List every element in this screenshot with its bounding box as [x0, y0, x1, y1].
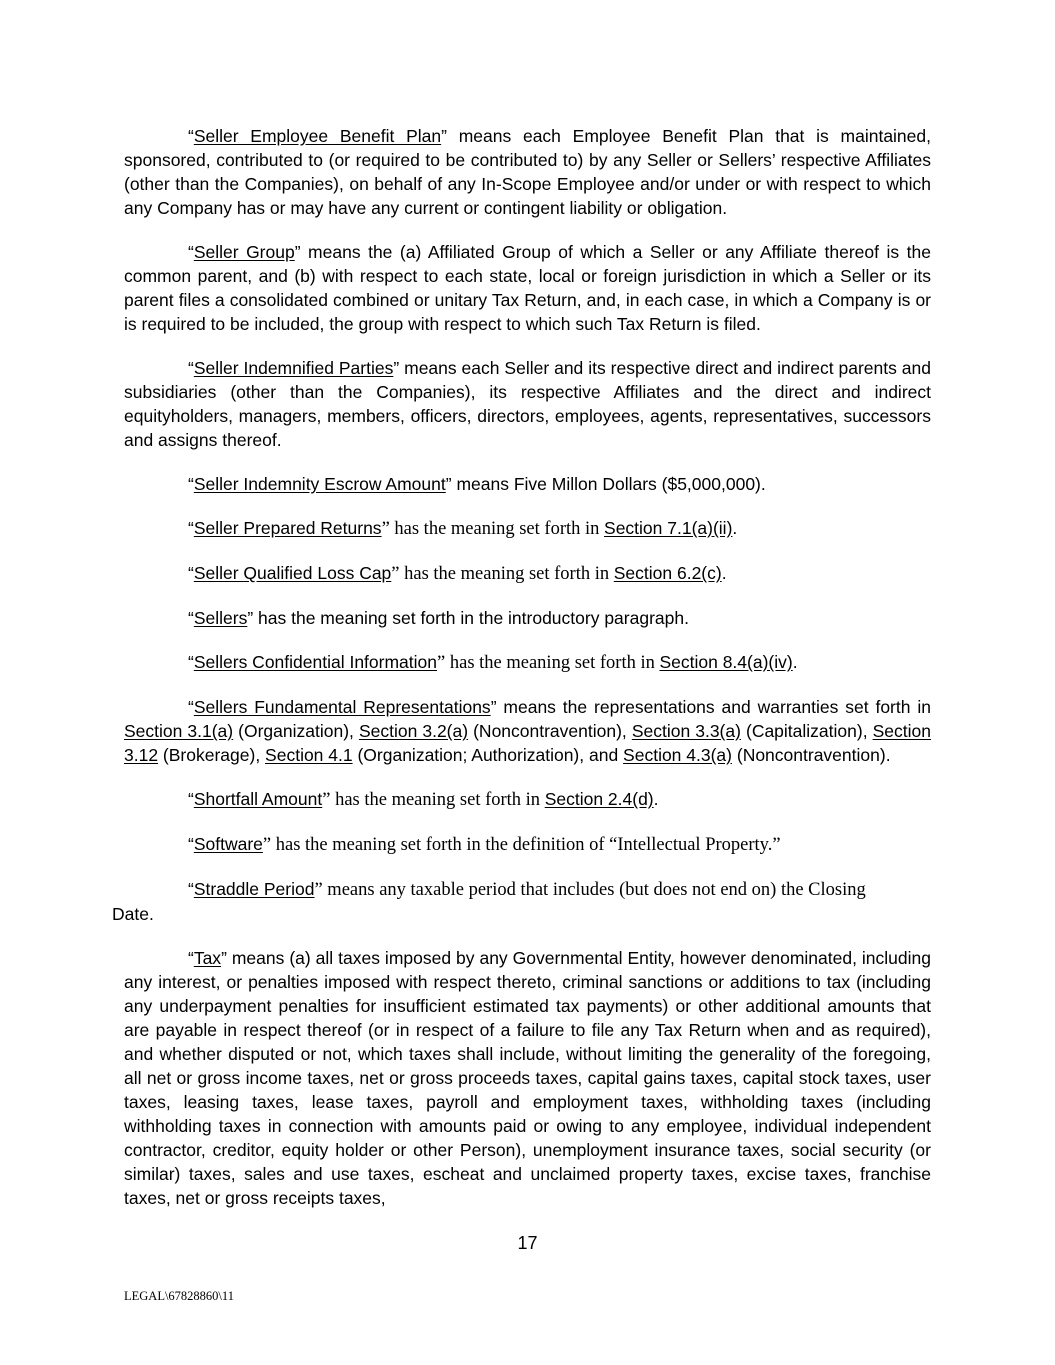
definitions-section: [112, 124, 931, 1230]
section-reference: Section 2.4(d): [544, 789, 654, 809]
definition-text: ” has the meaning set forth in: [391, 564, 614, 584]
definition-text: ” has the meaning set forth in: [437, 653, 660, 673]
definition-straddle-period: “Straddle Period” means any taxable period that includes (but does not end on) the Closing Date.: [112, 879, 866, 924]
document-footer-id: LEGAL\67828860\11: [124, 1289, 234, 1303]
defined-term: Sellers Fundamental Representations: [193, 697, 491, 717]
definition-end: .: [732, 518, 738, 538]
definition-text: ” means each Seller and its respective direct and indirect parents and subsidiaries (other than the Companies), its respective Affiliates and the direct and indirect equityholders, managers, members, officers, directors, employees, agents, representatives, successors and assigns thereof.: [124, 358, 931, 450]
definition-seller-group: “Seller Group” means the (a) Affiliated Group of which a Seller or any Affiliate thereof is the common parent, and (b) with respect to each state, local or foreign jurisdiction in which a Seller or its parent files a consolidated combined or unitary Tax Return, and, in each case, in which a Company is or is required to be included, the group with respect to which such Tax Return is filed.: [124, 242, 931, 334]
defined-term: Seller Indemnity Escrow Amount: [193, 474, 446, 494]
definition-seller-indemnified-parties: “Seller Indemnified Parties” means each Seller and its respective direct and indirect parents and subsidiaries (other than the Companies), its respective Affiliates and the direct and indirect equityholders, managers, members, officers, directors, employees, agents, representatives, successors and assigns thereof.: [124, 358, 931, 450]
definition-seller-employee-benefit-plan: “Seller Employee Benefit Plan” means each Employee Benefit Plan that is maintained, sponsored, contributed to (or required to be contributed to) by any Seller or Sellers’ respective Affiliates (other than the Companies), on behalf of any In-Scope Employee and/or under or with respect to which any Company has or may have any current or contingent liability or obligation.: [124, 126, 931, 218]
definition-software: “Software” has the meaning set forth in the definition of “Intellectual Property.”: [188, 834, 781, 855]
definition-text: ” has the meaning set forth in: [322, 790, 545, 810]
defined-term: Sellers Confidential Information: [193, 652, 438, 672]
definition-text: ” has the meaning set forth in the introductory paragraph.: [247, 608, 689, 628]
definition-shortfall-amount: “Shortfall Amount” has the meaning set forth in Section 2.4(d).: [188, 789, 659, 810]
definition-text: ” means the (a) Affiliated Group of which a Seller or any Affiliate thereof is the common parent, and (b) with respect to each state, local or foreign jurisdiction in which a Seller or its parent files a consolidated combined or unitary Tax Return, and, in each case, in which a Company is or is required to be included, the group with respect to which such Tax Return is filed.: [124, 242, 931, 334]
definition-sellers: “Sellers” has the meaning set forth in the introductory paragraph.: [188, 608, 689, 628]
definition-tax: “Tax” means (a) all taxes imposed by any Governmental Entity, however denominated, including any interest, or penalties imposed with respect thereto, criminal sanctions or additions to tax (including any underpayment penalties for insufficient estimated tax payments) or other additional amounts that are payable in respect thereof (or in respect of a failure to file any Tax Return when and as required), and whether disputed or not, which taxes shall include, without limiting the generality of the foregoing, all net or gross income taxes, net or gross proceeds taxes, capital gains taxes, capital stock taxes, user taxes, leasing taxes, lease taxes, payroll and employment taxes, withholding taxes (including withholding taxes in connection with amounts paid or owing to any employee, individual independent contractor, creditor, equity holder or other Person), unemployment insurance taxes, social security (or similar) taxes, sales and use taxes, escheat and unclaimed property taxes, excise taxes, franchise taxes, net or gross receipts taxes,: [124, 948, 931, 1208]
defined-term: Tax: [193, 948, 222, 968]
defined-term: Seller Group: [193, 242, 295, 262]
section-reference: Section 4.1: [265, 745, 353, 765]
section-reference: Section 4.3(a): [623, 745, 732, 765]
definition-seller-indemnity-escrow-amount: “Seller Indemnity Escrow Amount” means Five Millon Dollars ($5,000,000).: [188, 474, 766, 494]
definition-sellers-confidential-information: “Sellers Confidential Information” has the meaning set forth in Section 8.4(a)(iv).: [188, 652, 798, 673]
section-reference: Section 6.2(c): [613, 563, 722, 583]
page-number: 17: [517, 1233, 538, 1253]
defined-term: Seller Prepared Returns: [193, 518, 382, 538]
section-reference: Section 3.1(a): [124, 721, 234, 741]
definition-text: (Brokerage),: [158, 745, 266, 765]
section-reference: Section 3.12: [124, 721, 931, 765]
definition-text-continued: Date.: [112, 904, 154, 924]
definition-text: ” means any taxable period that includes (but does not end on) the Closing: [314, 880, 866, 900]
defined-term: Straddle Period: [193, 879, 315, 899]
definition-sellers-fundamental-representations: “Sellers Fundamental Representations” means the representations and warranties set forth in Section 3.1(a) (Organization), Section 3.2(a) (Noncontravention), Section 3.3(a) (Capitalization), Section 3.12 (Brokerage), Section 4.1 (Organization; Authorization), and Section 4.3(a) (Noncontravention).: [124, 697, 931, 765]
defined-term: Seller Qualified Loss Cap: [193, 563, 392, 583]
definition-text: (Noncontravention).: [732, 745, 891, 765]
section-reference: Section 7.1(a)(ii): [604, 518, 733, 538]
definition-text: (Organization; Authorization), and: [352, 745, 624, 765]
defined-term: Shortfall Amount: [193, 789, 323, 809]
definition-text: (Capitalization),: [740, 721, 873, 741]
definition-text: ” has the meaning set forth in: [381, 519, 605, 539]
definition-text: ” has the meaning set forth in the definition of “Intellectual Property.”: [262, 835, 781, 855]
definition-text: ” means each Employee Benefit Plan that is maintained, sponsored, contributed to (or required to be contributed to) by any Seller or Sellers’ respective Affiliates (other than the Companies), on behalf of any In-Scope Employee and/or under or with respect to which any Company has or may have any current or contingent liability or obligation.: [124, 126, 931, 218]
definition-end: .: [653, 789, 659, 809]
defined-term: Sellers: [193, 608, 248, 628]
definition-end: .: [792, 652, 798, 672]
defined-term: Seller Indemnified Parties: [193, 358, 394, 378]
definition-seller-prepared-returns: “Seller Prepared Returns” has the meaning set forth in Section 7.1(a)(ii).: [188, 518, 738, 539]
definition-text: ” means the representations and warranties set forth in: [490, 697, 931, 717]
section-reference: Section 3.2(a): [358, 721, 469, 741]
defined-term: Seller Employee Benefit Plan: [193, 126, 442, 146]
definition-text: (Organization),: [233, 721, 359, 741]
section-reference: Section 8.4(a)(iv): [659, 652, 793, 672]
definition-text: ” means Five Millon Dollars ($5,000,000).: [445, 474, 766, 494]
definition-seller-qualified-loss-cap: “Seller Qualified Loss Cap” has the meaning set forth in Section 6.2(c).: [188, 563, 727, 584]
section-reference: Section 3.3(a): [631, 721, 741, 741]
definition-end: .: [721, 563, 727, 583]
defined-term: Software: [193, 834, 263, 854]
definition-text: ” means (a) all taxes imposed by any Governmental Entity, however denominated, including any interest, or penalties imposed with respect thereto, criminal sanctions or additions to tax (including any underpayment penalties for insufficient estimated tax payments) or other additional amounts that are payable in respect thereof (or in respect of a failure to file any Tax Return when and as required), and whether disputed or not, which taxes shall include, without limiting the generality of the foregoing, all net or gross income taxes, net or gross proceeds taxes, capital gains taxes, capital stock taxes, user taxes, leasing taxes, lease taxes, payroll and employment taxes, withholding taxes (including withholding taxes in connection with amounts paid or owing to any employee, individual independent contractor, creditor, equity holder or other Person), unemployment insurance taxes, social security (or similar) taxes, sales and use taxes, escheat and unclaimed property taxes, excise taxes, franchise taxes, net or gross receipts taxes,: [124, 948, 931, 1208]
definition-text: (Noncontravention),: [468, 721, 632, 741]
